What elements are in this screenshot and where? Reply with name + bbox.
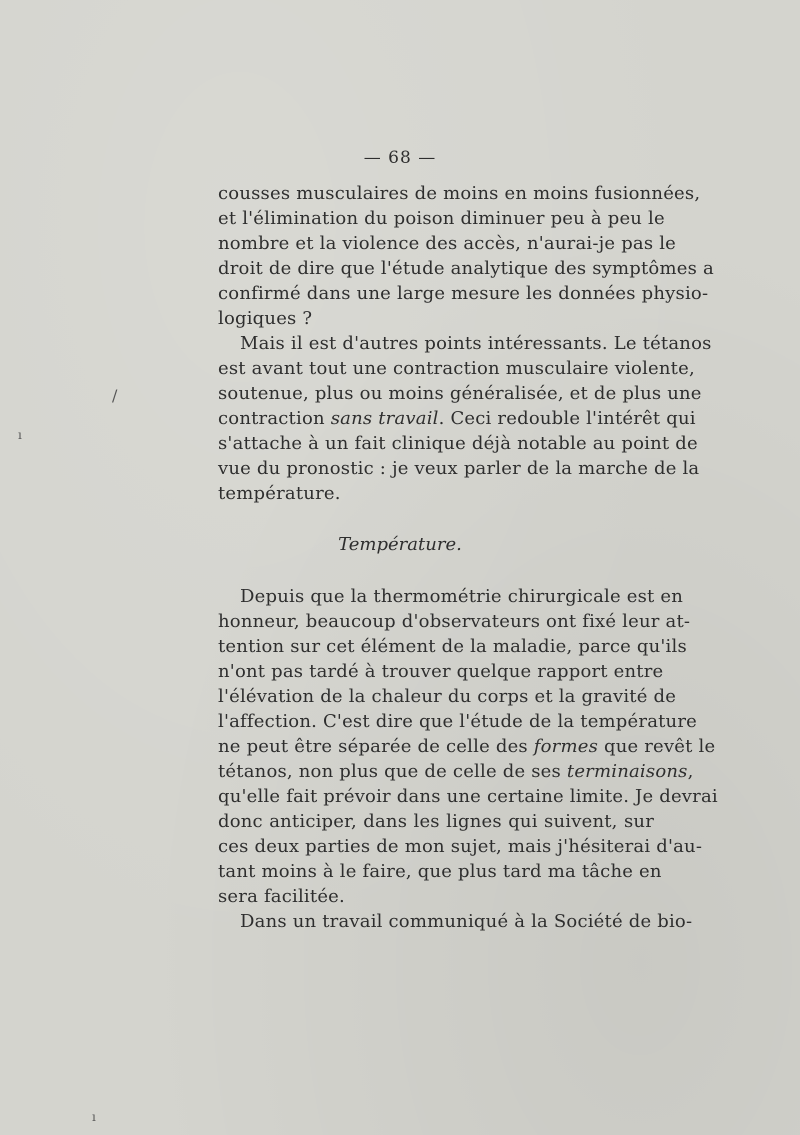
text-line: nombre et la violence des accès, n'aurai-je pas le [218,233,677,254]
page-number: — 68 — [363,148,437,168]
text-line: n'ont pas tardé à trouver quelque rapport entre [218,661,664,682]
text-line: Depuis que la thermométrie chirurgicale est en [240,586,684,607]
text-line: qu'elle fait prévoir dans une certaine limite. Je devrai [218,786,718,807]
text-line: cousses musculaires de moins en moins fusionnées, [218,183,701,204]
scan-speck: / [112,386,118,405]
text-line: et l'élimination du poison diminuer peu à peu le [218,208,665,229]
text-line: tant moins à le faire, que plus tard ma tâche en [218,861,662,882]
section-heading: Température. [338,534,462,555]
text-line: soutenue, plus ou moins généralisée, et de plus une [218,383,702,404]
text-line: sera facilitée. [218,886,345,907]
text-line: logiques ? [218,308,313,329]
text-line: température. [218,483,341,504]
text-line: l'affection. C'est dire que l'étude de la température [218,711,698,732]
text-line: droit de dire que l'étude analytique des symptômes a [218,258,714,279]
text-line: vue du pronostic : je veux parler de la marche de la [218,458,700,479]
text-line: donc anticiper, dans les lignes qui suivent, sur [218,811,654,832]
text-line: ne peut être séparée de celle des formes que revêt le [218,736,716,757]
text-line: Dans un travail communiqué à la Société de bio- [240,911,693,932]
text-line: tétanos, non plus que de celle de ses terminaisons, [218,761,694,782]
text-line: Mais il est d'autres points intéressants. Le tétanos [240,333,712,354]
text-line: est avant tout une contraction musculaire violente, [218,358,695,379]
text-line: honneur, beaucoup d'observateurs ont fixé leur at- [218,611,691,632]
text-line: contraction sans travail. Ceci redouble l'intérêt qui [218,408,696,429]
text-line: l'élévation de la chaleur du corps et la gravité de [218,686,677,707]
text-line: s'attache à un fait clinique déjà notable au point de [218,433,698,454]
scan-speck: ı [92,1110,96,1124]
text-line: tention sur cet élément de la maladie, parce qu'ils [218,636,687,657]
text-line: ces deux parties de mon sujet, mais j'hésiterai d'au- [218,836,703,857]
scan-speck: ı [18,428,22,442]
text-line: confirmé dans une large mesure les données physio- [218,283,709,304]
